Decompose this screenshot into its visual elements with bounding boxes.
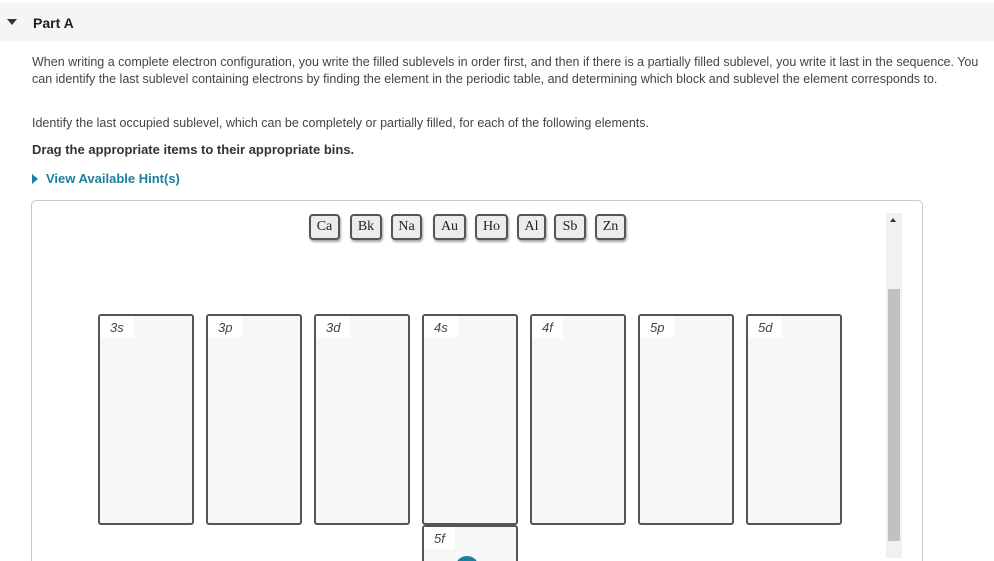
identify-text: Identify the last occupied sublevel, which can be completely or partially filled, for each of the following elements. xyxy=(32,116,649,130)
part-title: Part A xyxy=(33,15,74,31)
tile-al[interactable]: Al xyxy=(517,214,546,240)
bin-4f[interactable] xyxy=(530,314,626,525)
tile-au[interactable]: Au xyxy=(433,214,466,240)
bin-label: 5d xyxy=(748,316,782,338)
bin-3p[interactable] xyxy=(206,314,302,525)
bin-label: 3p xyxy=(208,316,242,338)
drag-instruction: Drag the appropriate items to their appropriate bins. xyxy=(32,142,355,157)
bin-label: 5p xyxy=(640,316,674,338)
bin-label: 3d xyxy=(316,316,350,338)
bin-4s[interactable] xyxy=(422,314,518,525)
tile-ho[interactable]: Ho xyxy=(475,214,508,240)
hint-link-label: View Available Hint(s) xyxy=(46,171,180,186)
tile-sb[interactable]: Sb xyxy=(554,214,586,240)
bin-label: 4f xyxy=(532,316,563,338)
collapse-caret-icon[interactable] xyxy=(7,19,17,25)
intro-text: When writing a complete electron configuration, you write the filled sublevels in order first, and then if there is a partially filled sublevel, you write it last in the sequence. You can identify the last sublevel containing electrons by finding the element in the periodic table, and determining which block and sublevel the element corresponds to. xyxy=(32,55,979,86)
tile-na[interactable]: Na xyxy=(391,214,422,240)
view-hints-link[interactable] xyxy=(32,171,180,186)
vertical-scrollbar[interactable] xyxy=(886,213,902,558)
caret-right-icon xyxy=(32,174,38,184)
bin-3d[interactable] xyxy=(314,314,410,525)
part-header[interactable] xyxy=(0,3,994,41)
bin-5d[interactable] xyxy=(746,314,842,525)
drag-drop-area xyxy=(31,200,923,561)
bin-5p[interactable] xyxy=(638,314,734,525)
bin-3s[interactable] xyxy=(98,314,194,525)
bin-label: 3s xyxy=(100,316,134,338)
bin-label: 4s xyxy=(424,316,458,338)
bin-label: 5f xyxy=(424,527,455,549)
scroll-thumb[interactable] xyxy=(888,289,900,541)
tile-bk[interactable]: Bk xyxy=(350,214,382,240)
tile-zn[interactable]: Zn xyxy=(595,214,626,240)
tile-ca[interactable]: Ca xyxy=(309,214,340,240)
scroll-up-arrow-icon[interactable] xyxy=(890,218,896,222)
